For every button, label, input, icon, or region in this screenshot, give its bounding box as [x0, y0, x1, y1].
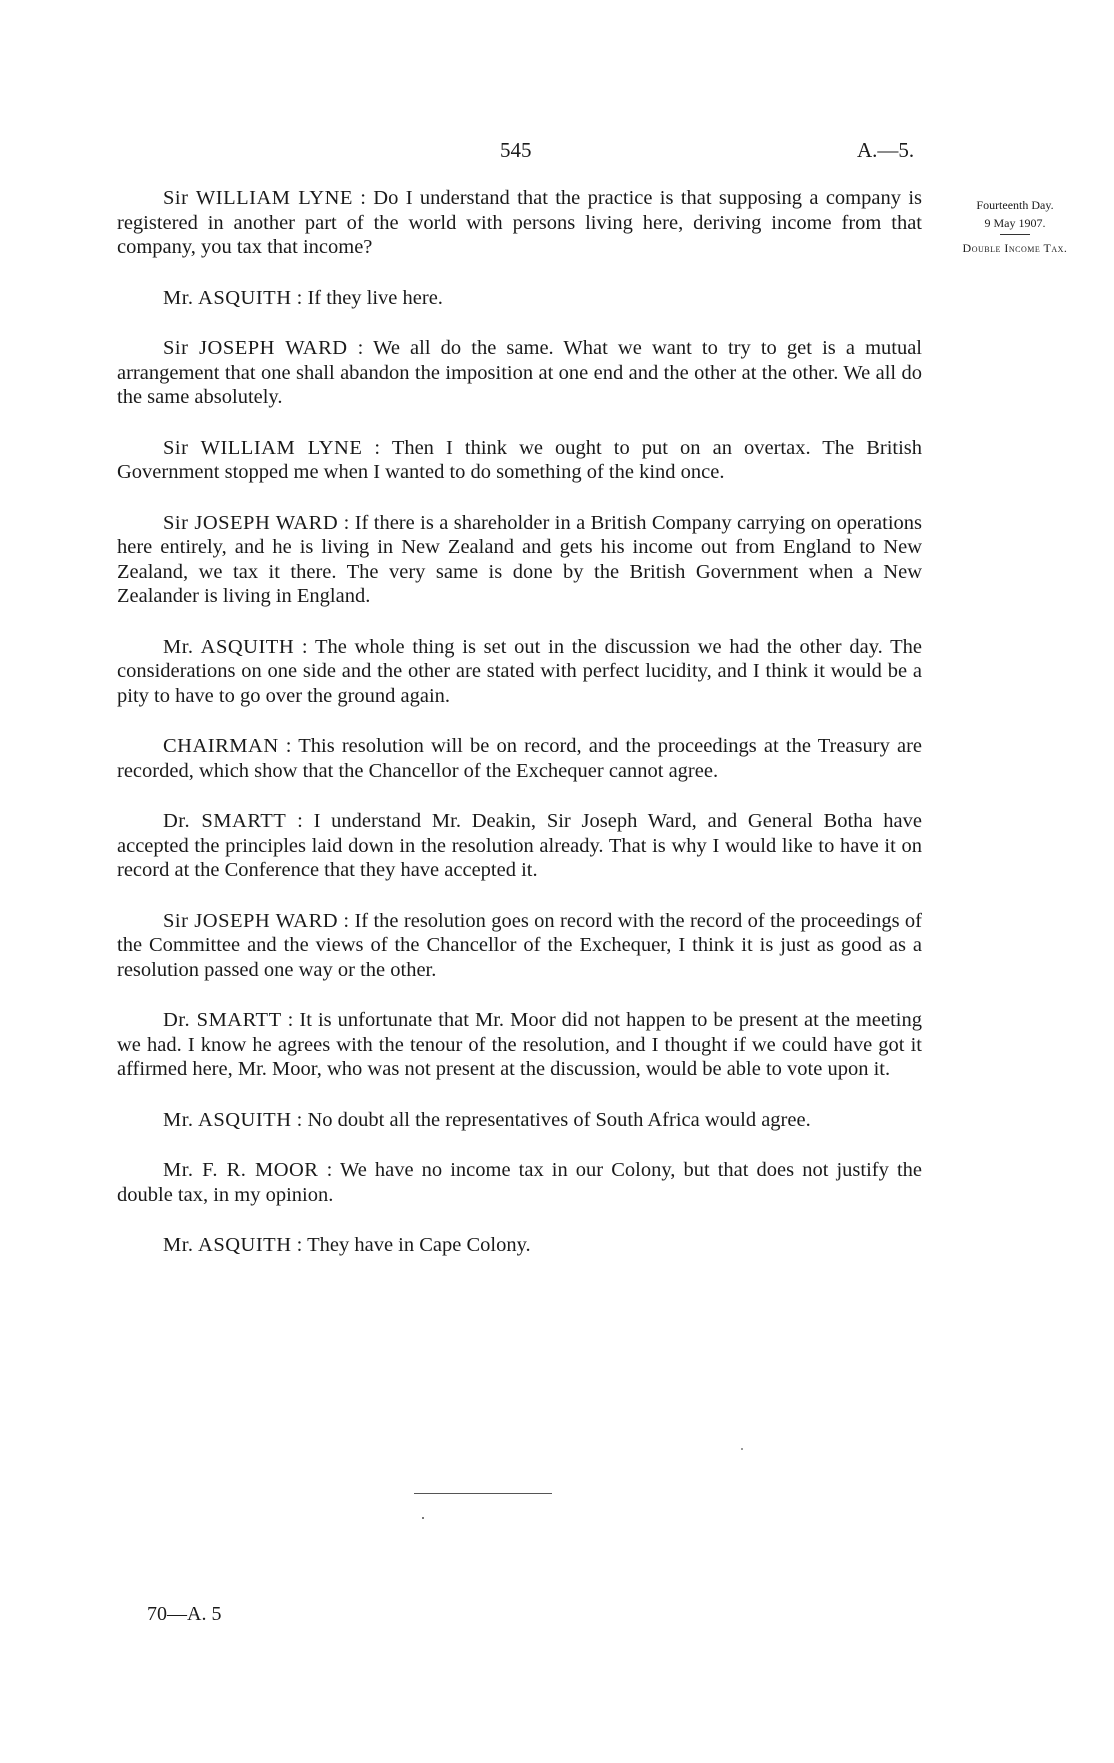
- speaker-name: Mr. ASQUITH: [163, 286, 292, 309]
- speaker-name: Dr. SMARTT: [163, 810, 287, 832]
- edge-mark: [741, 1448, 743, 1450]
- speaker-name: Mr. ASQUITH: [163, 1234, 292, 1256]
- speech-text: The whole thing is set out in the discussion we had the other day. The considerations on one side and the other are stated with perfect lucidity, and I think it would be a pity to have to go over the ground again.: [117, 635, 922, 707]
- closing-rule: [414, 1493, 552, 1494]
- paragraph: [117, 909, 922, 983]
- speaker-separator: :: [318, 1159, 340, 1181]
- speaker-separator: :: [291, 1108, 308, 1131]
- speaker-name: Mr. ASQUITH: [163, 635, 295, 658]
- margin-note: [935, 196, 1095, 257]
- paragraph: [117, 336, 922, 410]
- speech-text: If there is a shareholder in a British Company carrying on operations here entirely, and he is living in New Zealand and gets his income out from England to New Zealand, we tax it there. The very same is done by the British Government when a New Zealander is living in England.: [117, 511, 922, 607]
- closing-dot: [422, 1517, 424, 1519]
- speech-text: No doubt all the representatives of South Africa would agree.: [307, 1108, 811, 1131]
- speech-text: If they live here.: [307, 286, 443, 309]
- margin-note-topic: Double Income Tax.: [962, 241, 1068, 255]
- paragraph: [117, 1008, 922, 1082]
- speaker-name: Sir WILLIAM LYNE: [163, 436, 363, 459]
- paragraph: [117, 286, 922, 311]
- speech-text: We have no income tax in our Colony, but that does not justify the double tax, in my opinion.: [117, 1159, 922, 1206]
- margin-note-day: Fourteenth Day.: [976, 198, 1054, 212]
- speaker-separator: :: [286, 810, 314, 832]
- speech-text: We all do the same. What we want to try to get is a mutual arrangement that one shall abandon the imposition at one end and the other at the other. We all do the same absolutely.: [117, 337, 923, 408]
- speaker-separator: :: [291, 286, 308, 309]
- speaker-name: CHAIRMAN: [163, 735, 279, 757]
- speaker-separator: :: [338, 909, 355, 932]
- speaker-separator: :: [362, 436, 392, 459]
- speaker-name: Sir WILLIAM LYNE: [163, 187, 353, 209]
- speech-text: They have in Cape Colony.: [307, 1234, 531, 1256]
- speaker-name: Sir JOSEPH WARD: [163, 909, 339, 932]
- margin-note-date: 9 May 1907.: [984, 216, 1046, 230]
- speaker-separator: :: [278, 735, 299, 757]
- speaker-name: Sir JOSEPH WARD: [163, 337, 348, 359]
- paragraph: [117, 809, 922, 883]
- speaker-separator: :: [352, 187, 374, 209]
- paragraph: [117, 1158, 922, 1207]
- speaker-separator: :: [291, 1234, 308, 1256]
- speech-text: If the resolution goes on record with the record of the proceedings of the Committee and the views of the Chancellor of the Exchequer, I think it is just as good as a resolution passed one way or the other.: [117, 909, 922, 981]
- paragraph: [117, 186, 922, 260]
- paragraph: [117, 1233, 922, 1258]
- speech-text: Then I think we ought to put on an overtax. The British Government stopped me when I wanted to do something of the kind once.: [117, 436, 923, 483]
- speaker-separator: :: [294, 635, 315, 658]
- footer-signature-mark: 70—A. 5: [147, 1603, 222, 1625]
- speech-text: I understand Mr. Deakin, Sir Joseph Ward, and General Botha have accepted the principles laid down in the resolution already. That is why I would like to have it on record at the Conference that they have accepted it.: [117, 810, 922, 881]
- margin-note-rule: [1000, 234, 1030, 235]
- paragraph: [117, 1108, 922, 1133]
- paragraph: [117, 734, 922, 783]
- transcript-body: [117, 186, 922, 1284]
- document-reference: A.—5.: [857, 138, 915, 162]
- paragraph: [117, 635, 922, 709]
- speaker-separator: :: [281, 1009, 300, 1031]
- speaker-name: Dr. SMARTT: [163, 1009, 282, 1031]
- speech-text: Do I understand that the practice is that supposing a company is registered in another part of the world with persons living here, deriving income from that company, you tax that income?: [117, 187, 922, 258]
- paragraph: [117, 436, 922, 485]
- speaker-separator: :: [338, 511, 355, 534]
- paragraph: [117, 511, 922, 609]
- speech-text: This resolution will be on record, and the proceedings at the Treasury are recorded, which show that the Chancellor of the Exchequer cannot agree.: [117, 735, 922, 782]
- speech-text: It is unfortunate that Mr. Moor did not happen to be present at the meeting we had. I know he agrees with the tenour of the resolution, and I thought if we could have got it affirmed here, Mr. Moor, who was not present at the discussion, would be able to vote upon it.: [117, 1009, 922, 1080]
- speaker-name: Mr. ASQUITH: [163, 1108, 292, 1131]
- speaker-name: Mr. F. R. MOOR: [163, 1159, 319, 1181]
- page-number: 545: [500, 138, 532, 162]
- speaker-separator: :: [347, 337, 374, 359]
- speaker-name: Sir JOSEPH WARD: [163, 511, 339, 534]
